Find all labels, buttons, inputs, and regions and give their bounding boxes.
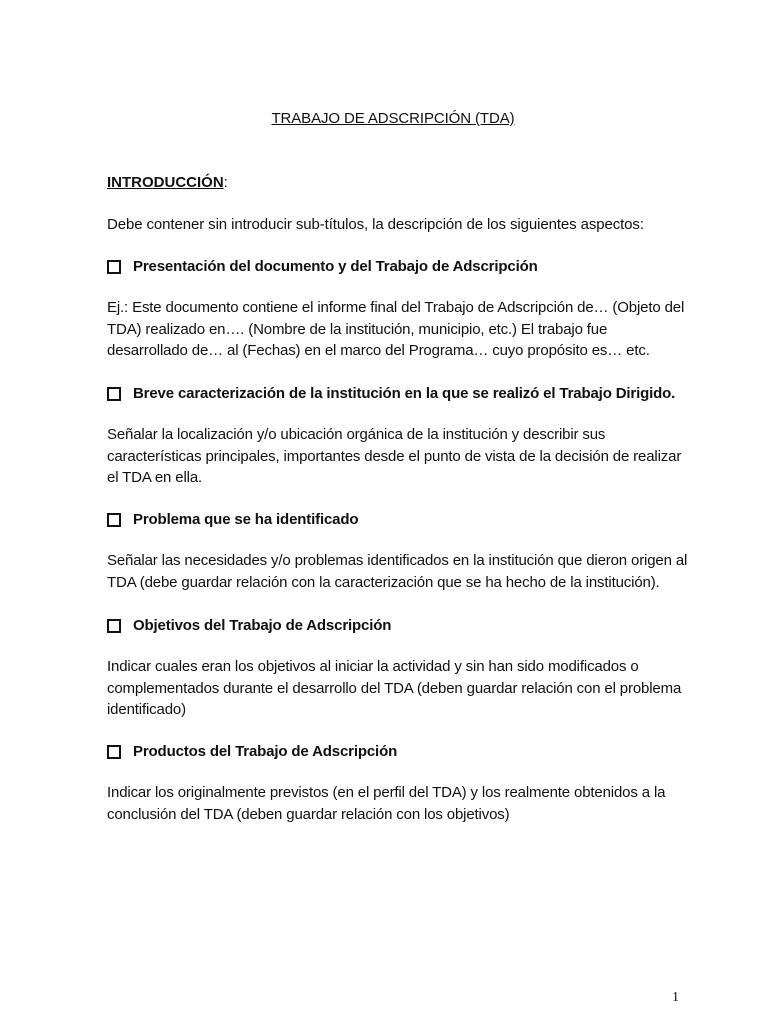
section-body (107, 550, 687, 593)
section-presentation (107, 258, 687, 362)
section-heading (107, 743, 687, 760)
section-heading-text: Problema que se ha identificado (133, 511, 359, 528)
body-line: Indicar cuales eran los objetivos al iniciar la actividad y sin han sido modificados o (107, 658, 639, 675)
section-heading (107, 617, 687, 634)
introduction-heading-text: INTRODUCCIÓN (107, 174, 224, 191)
checkbox-bullet-icon (107, 745, 121, 759)
section-body (107, 424, 687, 489)
section-heading (107, 385, 687, 402)
introduction-text: Debe contener sin introducir sub-títulos, la descripción de los siguientes aspectos: (107, 216, 644, 233)
body-line: características principales, importantes desde el punto de vista de la decisión de realizar (107, 447, 682, 465)
section-heading-text: Breve caracterización de la institución en la que se realizó el Trabajo Dirigido. (133, 385, 676, 402)
body-line: TDA (debe guardar relación con la caracterización que se ha hecho de la institución). (107, 573, 660, 591)
section-heading (107, 258, 687, 275)
section-heading-text: Productos del Trabajo de Adscripción (133, 743, 398, 760)
body-line: TDA) realizado en…. (Nombre de la institución, municipio, etc.) El trabajo fue (107, 320, 608, 338)
section-heading (107, 511, 687, 528)
section-problem (107, 511, 687, 593)
body-line: complementados durante el desarrollo del TDA (deben guardar relación con el problema (107, 679, 682, 697)
body-line: identificado) (107, 701, 186, 718)
section-products (107, 743, 687, 825)
checkbox-bullet-icon (107, 513, 121, 527)
checkbox-bullet-icon (107, 260, 121, 274)
section-heading-text: Presentación del documento y del Trabajo de Adscripción (133, 258, 538, 275)
checkbox-bullet-icon (107, 619, 121, 633)
checkbox-bullet-icon (107, 387, 121, 401)
body-line: desarrollado de… al (Fechas) en el marco del Programa… cuyo propósito es… etc. (107, 342, 650, 359)
body-line: Ej.: Este documento contiene el informe final del Trabajo de Adscripción de… (Objeto del (107, 299, 685, 316)
section-body (107, 656, 687, 721)
section-heading-text: Objetivos del Trabajo de Adscripción (133, 617, 392, 634)
body-line: Indicar los originalmente previstos (en el perfil del TDA) y los realmente obtenidos a la (107, 784, 666, 801)
introduction-heading (107, 174, 228, 191)
page-number: 1 (672, 990, 679, 1005)
introduction-heading-colon: : (223, 174, 228, 191)
body-line: Señalar la localización y/o ubicación orgánica de la institución y describir sus (107, 426, 606, 443)
body-line: el TDA en ella. (107, 469, 203, 486)
body-line: Señalar las necesidades y/o problemas identificados en la institución que dieron origen al (107, 552, 688, 569)
section-objectives (107, 617, 687, 721)
section-institution (107, 385, 687, 489)
section-body (107, 782, 687, 825)
body-line: conclusión del TDA (deben guardar relación con los objetivos) (107, 805, 510, 823)
section-body (107, 297, 687, 362)
document-title: TRABAJO DE ADSCRIPCIÓN (TDA) (271, 110, 515, 127)
